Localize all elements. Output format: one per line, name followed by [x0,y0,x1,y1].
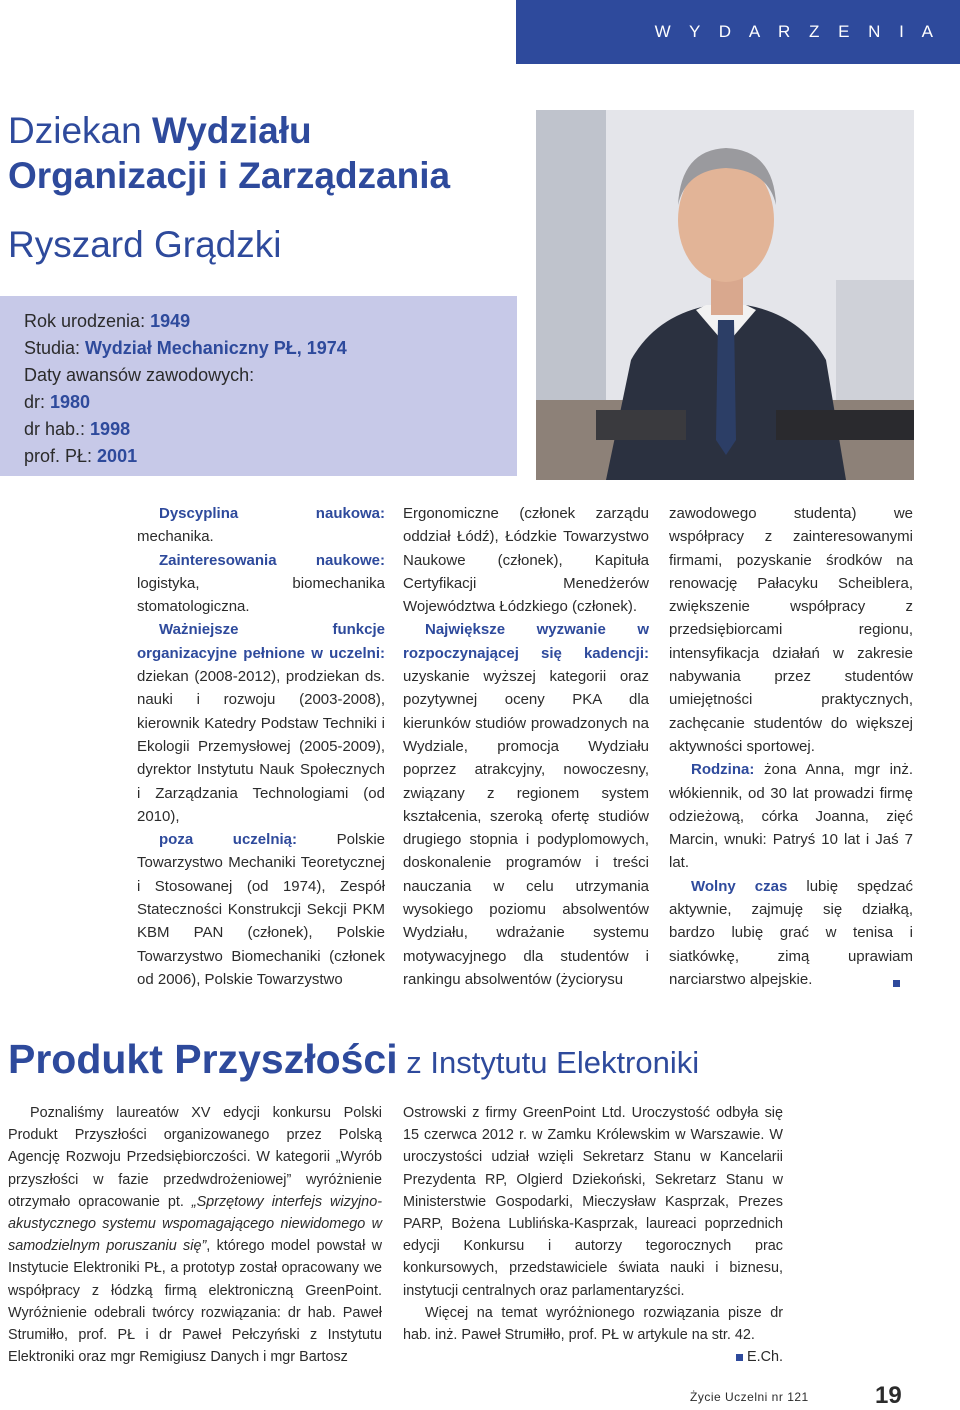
bio-line: dr hab.: 1998 [24,419,131,439]
bio-lines [24,308,347,470]
signature: E.Ch. [403,1346,783,1368]
paragraph-outside: poza uczelnią: Polskie Towarzystwo Mechaniki Teoretycznej i Stosowanej (od 1974), Zespół Stateczności Konstrukcji Sekcji PKM KBM PAN (członek), Polskie Towarzystwo Biomechaniki (członek od 2006), Polskie Towarzystwo [137,831,385,988]
bio-line: Rok urodzenia: 1949 [24,311,191,331]
article2-headline [8,1036,699,1083]
page-footer [690,1382,960,1409]
paragraph-family: Rodzina: żona Anna, mgr inż. włókiennik, od 30 lat prowadzi firmę odzieżową, córka Joanna, zięć Marcin, wnuki: Patryś 10 lat i Jaś 7 lat. [669,761,913,872]
portrait-photo [536,110,914,480]
article1-column-1 [137,502,385,991]
headline-bold-1: Wydziału [151,110,312,151]
paragraph-more-info: Więcej na temat wyróżnionego rozwiązania pisze dr hab. inż. Paweł Strumiłło, prof. PŁ w artykule na str. 42. [403,1304,783,1344]
portrait-illustration [536,110,914,480]
page-number: 19 [875,1382,902,1409]
article2-column-2 [403,1102,783,1368]
section-banner [516,0,960,64]
paragraph-continued: Ergonomiczne (członek zarządu oddział Łódź), Łódzkie Towarzystwo Naukowe (członek), Kapituła Certyfikacji Menedżerów Województwa Łódzkiego (członek). [403,505,649,616]
paragraph-award: Poznaliśmy laureatów XV edycji konkursu Polski Produkt Przyszłości organizowanego przez Polską Agencję Rozwoju Przedsiębiorczości. W kategorii „Wyrób przyszłości w fazie przedwdrożeniowej” wyróżnienie otrzymało opracowanie pt. „Sprzętowy interfejs wizyjno-akustycznego systemu wspomagającego niewidomego w samodzielnym poruszaniu się”, którego model powstał w Instytucie Elektroniki PŁ, a prototyp został opracowany we współpracy z łódzką firmą elektroniczną GreenPoint. Wyróżnienie odebrali twórcy rozwiązania: dr hab. Paweł Strumiłło, prof. PŁ i dr Paweł Pełczyński z Instytutu Elektroniki oraz mgr Remigiusz Danych i mgr Bartosz [8,1105,382,1366]
bio-line: Studia: Wydział Mechaniczny PŁ, 1974 [24,338,347,358]
journal-name: Życie Uczelni nr 121 [690,1390,809,1404]
paragraph-discipline: Dyscyplina naukowa: mechanika. [137,505,385,546]
headline-lead: Dziekan [8,110,152,151]
paragraph-continued: zawodowego studenta) we współpracy z zainteresowanymi firmami, pozyskanie środków na renowację Pałacyku Scheiblera, zwiększenie współpracy z przedsiębiorcami regionu, intensyfikacja działań w zakresie nabywania przez studentów umiejętności praktycznych, zachęcanie studentów do większej aktywności sportowej. [669,505,913,755]
end-of-article-square [893,980,900,987]
article1-column-3 [669,502,913,991]
article1-column-2 [403,502,649,991]
section-label: W Y D A R Z E N I A [654,22,940,41]
paragraph-functions: Ważniejsze funkcje organizacyjne pełnione w uczelni: dziekan (2008-2012), prodziekan ds. nauki i rozwoju (2003-2008), kierownik Katedry Podstaw Techniki i Ekologii Przemysłowej (2005-2009), dyrektor Instytutu Nauk Społecznych i Zarządzania Technologiami (od 2010), [137,621,385,825]
bio-line: dr: 1980 [24,392,91,412]
headline2-bold: Produkt Przyszłości [8,1036,398,1082]
headline2-rest: z Instytutu Elektroniki [397,1045,700,1080]
square-bullet-icon [736,1354,743,1361]
person-name: Ryszard Grądzki [8,224,282,265]
paragraph-interests: Zainteresowania naukowe: logistyka, biomechanika stomatologiczna. [137,551,385,616]
bio-line: prof. PŁ: 2001 [24,446,138,466]
article-headline [8,108,508,198]
paragraph-challenge: Największe wyzwanie w rozpoczynającej się kadencji: uzyskanie wyższej kategorii oraz pozytywnej oceny PKA dla kierunków studiów prowadzonych na Wydziale, promocja Wydziału poprzez atrakcyjny, nowoczesny, związany z regionem system kształcenia, szeroką ofertę studiów drugiego stopnia i podyplomowych, doskonalenie programów i treści nauczania w celu utrzymania wysokiego poziomu absolwentów Wydziału, wdrażanie systemu motywacyjnego dla studentów i rankingu absolwentów (życiorysu [403,621,649,988]
paragraph-free-time: Wolny czas lubię spędzać aktywnie, zajmuję się działką, bardzo lubię grać w tenisa i siatkówkę, zimą uprawiam narciarstwo alpejskie. [669,877,913,988]
article2-column-1 [8,1102,382,1368]
paragraph-continued: Ostrowski z firmy GreenPoint Ltd. Uroczystość odbyła się 15 czerwca 2012 r. w Zamku Królewskim w Warszawie. W uroczystości udział wzięli Sekretarz Stanu w Kancelarii Prezydenta RP, Olgierd Dziekoński, Sekretarz Stanu w Ministerstwie Gospodarki, Mieczysław Kasprzak, Prezes PARP, Bożena Lublińska-Kasprzak, laureaci poprzednich edycji Konkursu i autorzy tegorocznych prac konkursowych, przedstawiciele świata nauki i biznesu, instytucji centralnych oraz parlamentaryzści. [403,1105,783,1299]
headline-bold-2: Organizacji i Zarządzania [8,155,451,196]
bio-box [0,296,517,476]
bio-line: Daty awansów zawodowych: [24,365,255,385]
